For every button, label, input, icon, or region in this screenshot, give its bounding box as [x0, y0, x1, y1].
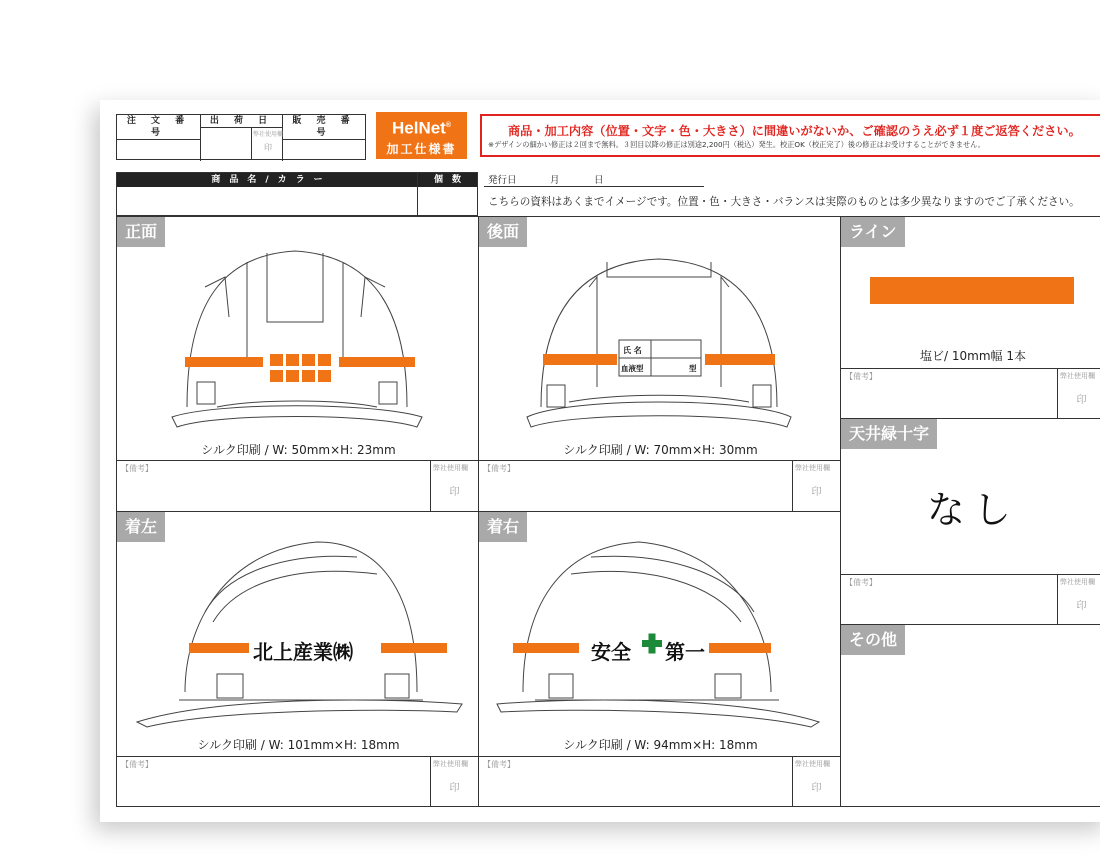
stamp-seal: 印 [449, 783, 460, 794]
right-print-text-a: 安全 [591, 640, 631, 664]
line-swatch [870, 277, 1074, 304]
left-print-text: 北上産業㈱ [253, 640, 353, 664]
right-view-panel [478, 511, 841, 757]
left-remarks-row [116, 756, 479, 807]
green-cross-icon [642, 634, 662, 654]
remark-label: 【備考】 [483, 760, 515, 769]
line-remarks-row [840, 368, 1100, 419]
back-blood-type: 型 [689, 364, 697, 373]
left-helmet-drawing [117, 512, 480, 758]
stamp-label: 弊社使用欄 [433, 760, 468, 768]
order-no-label: 注 文 番 号 [117, 115, 200, 140]
seal-label: 印 [264, 143, 272, 152]
staff-stamp-box [1057, 369, 1100, 418]
confirmation-notice [480, 114, 1100, 157]
notice-main: 商品・加工内容（位置・文字・色・大きさ）に間違いがないか、ご確認のうえ必ず１度ご返答ください。 [508, 124, 1081, 138]
stamp-label: 弊社使用欄 [433, 464, 468, 472]
remark-label: 【備考】 [121, 760, 153, 769]
staff-stamp-box [430, 461, 478, 511]
ceiling-remarks-row [840, 574, 1100, 625]
logo-subtitle: 加工仕様書 [386, 141, 457, 156]
staff-stamp-box [430, 757, 478, 806]
product-name-label: 商 品 名 / カ ラ ー [117, 173, 417, 187]
back-view-tag: 後面 [479, 217, 527, 247]
back-remarks-row [478, 460, 841, 512]
remark-label: 【備考】 [483, 464, 515, 473]
issue-date-label: 発行日 [488, 175, 517, 186]
sales-no-label: 販 売 番 号 [283, 115, 365, 140]
helnet-logo [376, 112, 467, 159]
quantity-label: 個 数 [418, 173, 477, 187]
ceiling-cross-value: なし [926, 488, 1019, 532]
stamp-seal: 印 [449, 487, 460, 498]
staff-stamp-box [1057, 575, 1100, 624]
right-print-caption: シルク印刷 / W: 94mm×H: 18mm [563, 738, 758, 752]
front-print-caption: シルク印刷 / W: 50mm×H: 23mm [201, 443, 396, 457]
stamp-seal: 印 [1076, 395, 1087, 406]
right-remarks-row [478, 756, 841, 807]
staff-stamp-box [792, 461, 840, 511]
logo-brand: HelNet [391, 118, 446, 138]
front-view-panel [116, 216, 479, 461]
ship-date-label: 出 荷 日 [201, 115, 282, 128]
order-info-table [116, 114, 366, 160]
back-name-label: 氏 名 [623, 346, 642, 355]
right-view-tag: 着右 [479, 512, 527, 542]
stamp-label: 弊社使用欄 [1060, 372, 1095, 380]
front-remarks-row [116, 460, 479, 512]
other-panel [840, 624, 1100, 807]
spec-sheet [100, 100, 1100, 822]
stamp-label: 弊社使用欄 [1060, 578, 1095, 586]
stamp-seal: 印 [1076, 601, 1087, 612]
stamp-label: 弊社使用欄 [795, 464, 830, 472]
notice-sub: ※デザインの細かい修正は２回まで無料。３回目以降の修正は別途2,200円（税込）発生。校正OK（校正完了）後の修正はお受けすることができません。 [488, 140, 985, 149]
left-view-panel [116, 511, 479, 757]
line-panel [840, 216, 1100, 369]
issue-date-underline [484, 186, 704, 187]
back-blood-label: 血液型 [621, 364, 644, 373]
front-view-tag: 正面 [117, 217, 165, 247]
issue-month: 月 [550, 175, 560, 186]
right-helmet-drawing [479, 512, 842, 758]
stamp-seal: 印 [811, 487, 822, 498]
line-tag: ライン [841, 217, 905, 247]
stamp-seal: 印 [811, 783, 822, 794]
back-helmet-drawing [479, 217, 842, 462]
ceiling-cross-panel [840, 418, 1100, 575]
front-helmet-drawing [117, 217, 480, 462]
other-tag: その他 [841, 625, 905, 655]
disclaimer: こちらの資料はあくまでイメージです。位置・色・大きさ・バランスは実際のものとは多少異なりますのでご了承ください。 [488, 196, 1080, 208]
remark-label: 【備考】 [121, 464, 153, 473]
back-print-caption: シルク印刷 / W: 70mm×H: 30mm [563, 443, 758, 457]
staff-stamp-box [792, 757, 840, 806]
logo-registered: ® [445, 122, 452, 129]
line-caption: 塩ビ/ 10mm幅 1本 [920, 349, 1026, 363]
right-print-text-b: 第一 [665, 640, 705, 664]
staff-use-label: 弊社使用欄 [253, 131, 284, 138]
quantity-box [417, 172, 478, 216]
product-name-box [116, 172, 418, 216]
back-view-panel [478, 216, 841, 461]
left-view-tag: 着左 [117, 512, 165, 542]
remark-label: 【備考】 [845, 372, 877, 381]
issue-day: 日 [594, 175, 604, 186]
remark-label: 【備考】 [845, 578, 877, 587]
left-print-caption: シルク印刷 / W: 101mm×H: 18mm [197, 738, 400, 752]
ceiling-cross-tag: 天井緑十字 [841, 419, 937, 449]
stamp-label: 弊社使用欄 [795, 760, 830, 768]
